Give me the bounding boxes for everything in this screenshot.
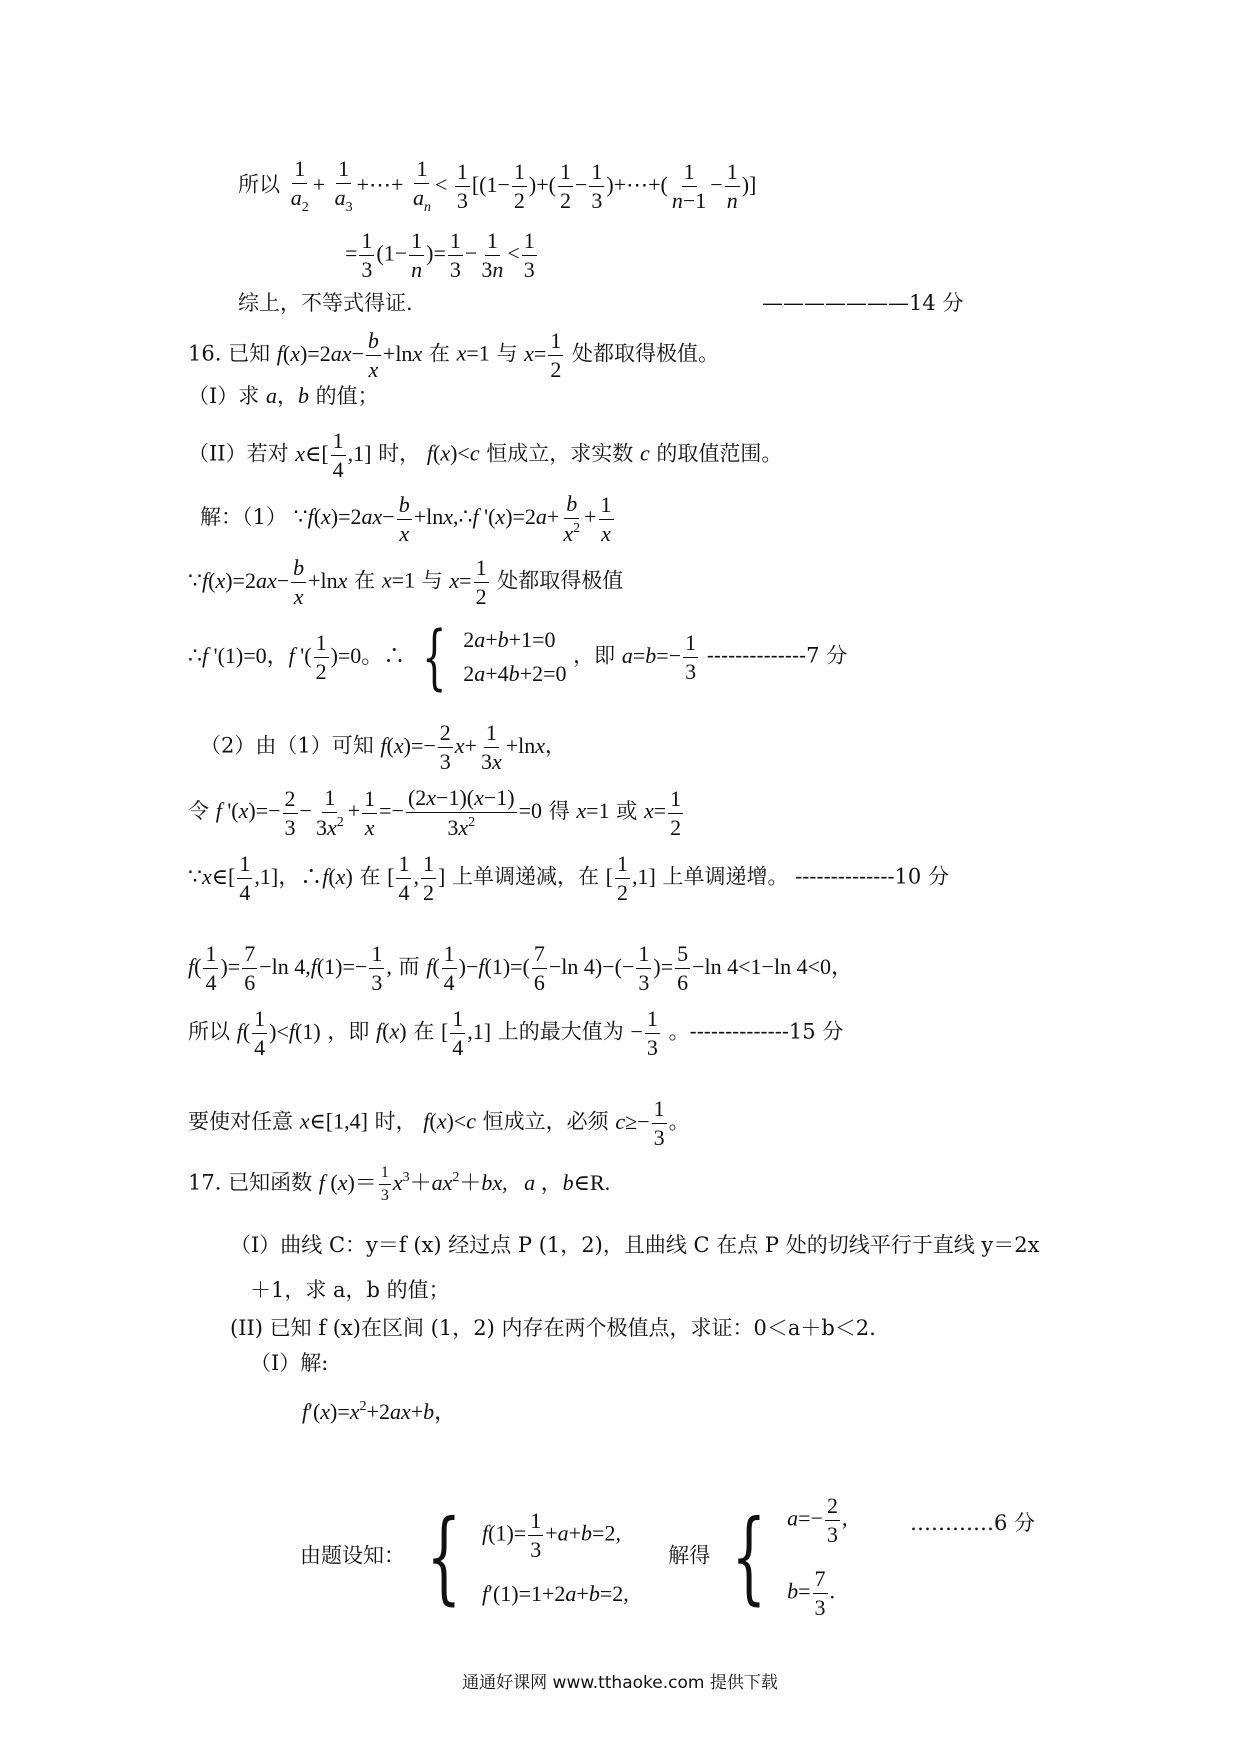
sol2-label: （2）由（1）可知 — [200, 733, 374, 758]
q16-part2-tail: 的取值范围。 — [656, 441, 783, 466]
sol2f-fx: f(x)<c — [423, 1108, 476, 1134]
eq-1: =1 — [466, 340, 490, 366]
sol2e-so: 所以 — [188, 1019, 230, 1044]
sol1-label: 解：（1） — [200, 505, 287, 530]
sol2-func: f(x)=− $\frac{2}{3}$ x+ $\frac{1}{3x}$ +lnx — [380, 720, 546, 774]
sol2d-values: f( $\frac{1}{4}$ )= $\frac{7}{6}$ −ln 4,f(1)=− $\frac{1}{3}$ , — [188, 941, 392, 995]
sol2c-int1: [ $\frac{1}{4}$ , $\frac{1}{2}$ ] — [387, 851, 446, 905]
sol2-line: （2）由（1）可知 f(x)=− $\frac{2}{3}$ x+ $\frac{1}{3x}$ +lnx， — [200, 720, 567, 774]
sol2c-dec: 上单调递减，在 — [451, 864, 599, 889]
sol1c-line — [188, 616, 848, 698]
sol2e-namely: ，即 — [327, 1019, 370, 1044]
sol2f-domain: x∈[1,4] — [299, 1108, 368, 1134]
q16-part1-tail: 的值； — [315, 384, 379, 408]
text-always: 恒成立，求实数 — [486, 441, 634, 466]
sol2d-and: 而 — [398, 954, 420, 979]
brace-left-icon: { — [422, 616, 447, 698]
q16-statement — [188, 330, 719, 381]
sol2b-get: 得 — [548, 799, 570, 824]
q17-part1b — [250, 1280, 450, 1301]
sol1c-tail: ，即 — [573, 643, 616, 668]
sol1c-system: 2a+b+1=0 2a+4b+2=0 — [463, 627, 567, 686]
sol1b-tail: 处都取得极值 — [497, 568, 624, 593]
x-eq-half: x= $\frac{1}{2}$ — [524, 328, 562, 382]
sol2e-val: − $\frac{1}{3}$ — [630, 1006, 658, 1060]
brace-left-icon: { — [426, 1498, 461, 1615]
sol2f-line: 要使对任意 x∈[1,4] 时， f(x)<c 恒成立，必须 c≥− $\frac{1}{3}$ 。 — [188, 1096, 690, 1150]
sol1b-x1: x=1 — [381, 567, 415, 593]
interval-quarter-1: x∈[ $\frac{1}{4}$ ,1] — [295, 428, 372, 482]
sol2b-x1: x=1 — [576, 798, 610, 824]
sol2b-label: 令 — [188, 799, 209, 824]
sol2e-int: [ $\frac{1}{4}$ ,1] — [440, 1006, 492, 1060]
q17-statement — [188, 1165, 610, 1204]
sol2b-line — [188, 787, 685, 839]
var-a: a — [265, 383, 277, 408]
sol1b-line — [188, 557, 623, 608]
q16-part1: （I）求 a，b 的值； — [188, 383, 379, 408]
sol2b-xhalf: x= $\frac{1}{2}$ — [643, 785, 682, 840]
sol2b-or: 或 — [616, 799, 638, 824]
score-14 — [762, 293, 963, 314]
q17-part1-text: （I）曲线 C：y＝f (x) 经过点 P (1，2)，且曲线 C 在点 P 处的切线平行于直线 y＝2x — [230, 1233, 1040, 1257]
text-conclusion: 综上，不等式得证. — [238, 291, 413, 315]
sol2f-cond: c≥− $\frac{1}{3}$ — [615, 1096, 665, 1150]
score-7: --------------7 分 — [706, 643, 848, 668]
sol2e-ineq: f( $\frac{1}{4}$ )<f(1) — [236, 1006, 321, 1060]
brace-left-icon: { — [731, 1498, 767, 1615]
q17-answer: a=− $\frac{2}{3}$ , b= $\frac{7}{3}$ . — [787, 1493, 848, 1620]
sol1-derivative: ∵f(x)=2ax− $\frac{b}{x}$ +lnx,∴f '(x)=2a+ $\frac{b}{x^2}$ + $\frac{1}{x}$ — [293, 491, 612, 546]
q16-part2 — [188, 430, 782, 481]
var-c: c — [639, 440, 650, 466]
q17-part1b-text: ＋1，求 a，b 的值； — [250, 1278, 450, 1302]
score-15: 。--------------15 分 — [668, 1019, 844, 1044]
text-at: 在 — [428, 341, 450, 366]
sol1c-conditions: ∴f '(1)=0，f '( $\frac{1}{2}$ )=0。∴ — [188, 629, 406, 684]
fx-lt-c: f(x)<c — [426, 440, 480, 466]
x-eq-1: x — [456, 340, 467, 366]
sol2b-derivative: f '(x)=− $\frac{2}{3}$ − $\frac{1}{3x^2}$ + $\frac{1}{x}$ =− $\frac{(2x-1)(x-1)}{3x^2}$ =0 — [215, 785, 543, 840]
sol2f-must: 恒成立，必须 — [482, 1109, 609, 1134]
text-when: 时， — [378, 441, 421, 466]
score-10: --------------10 分 — [795, 864, 949, 889]
conclusion-line — [238, 293, 413, 314]
sum-inequality-line — [238, 158, 756, 215]
text-extreme: 处都取得极值。 — [572, 341, 720, 366]
sol1-line — [200, 493, 616, 545]
score-14-text: ———————14 分 — [762, 291, 964, 315]
q17-part2 — [230, 1318, 876, 1339]
q17-solve: 解得 — [668, 1543, 711, 1568]
sum-result-line: = $\frac{1}{3}$ (1− $\frac{1}{n}$ )= $\frac{1}{3}$ − $\frac{1}{3n}$ < $\frac{1}{3}$ — [345, 228, 535, 282]
sol2c-inc: 上单调递增。 — [662, 864, 789, 889]
q17-derivative: $f'(x)=x^2+2ax+b$， — [302, 1399, 457, 1424]
q16-label: 16. 已知 — [188, 341, 271, 366]
var-b: b — [297, 383, 309, 408]
sol2f-any: 要使对任意 — [188, 1109, 293, 1134]
text-and: 与 — [496, 341, 518, 366]
sol1b-xhalf: x= $\frac{1}{2}$ — [449, 555, 487, 609]
sol2f-when: 时， — [374, 1109, 417, 1134]
sol1b-at: 在 — [354, 568, 376, 593]
score-6 — [910, 1513, 1035, 1534]
text-so: 所以 — [238, 172, 280, 197]
q17-label: 17. 已知函数 — [188, 1170, 313, 1195]
q17-part2-text: (II) 已知 f (x)在区间 (1，2) 内存在两个极值点，求证：0＜a＋b＜2. — [230, 1316, 876, 1340]
sol2d-compare: f( $\frac{1}{4}$ )−f(1)=( $\frac{7}{6}$ −ln 4)−(− $\frac{1}{3}$ )= $\frac{5}{6}$ −ln 4<1−ln 4<0， — [426, 941, 853, 995]
sol2e-max: 上的最大值为 — [497, 1019, 624, 1044]
q17-func: f (x)＝ $\frac{1}{3}$ $x^3+ax^2+bx$, a ，b∈R. — [318, 1164, 611, 1204]
q17-system: f(1)= $\frac{1}{3}$ +a+b=2, f′(1)=1+2a+b=2, — [482, 1507, 629, 1606]
q17-sol-label — [250, 1353, 328, 1374]
formula-sum: $\frac{1}{a_2}$ + $\frac{1}{a_3}$ +⋯+ $\frac{1}{a_n}$ < $\frac{1}{3}$ [(1− $\frac{1}{2}$ )+( $\frac{1}{2}$ − $\frac{1}{3}$ )+⋯+( $\frac{1}{n-1}$ − $\frac{1}{n}$ )] — [290, 156, 757, 215]
sol2e-fx: f(x) — [376, 1018, 407, 1044]
sol2e-line — [188, 1008, 843, 1059]
q17-sol-label-text: （I）解: — [250, 1351, 329, 1375]
sol2c-int2: [ $\frac{1}{2}$ ,1] — [605, 851, 656, 905]
sol2c-at: 在 — [359, 864, 381, 889]
sol2c-domain: ∵x∈[ $\frac{1}{4}$ ,1]，∴f(x) — [188, 851, 353, 905]
sol1c-result: a=b=− $\frac{1}{3}$ — [621, 629, 697, 684]
q16-part2-label: （II）若对 — [188, 441, 289, 466]
score-6-text: …………6 分 — [910, 1511, 1036, 1535]
sol2e-at: 在 — [413, 1019, 435, 1044]
sol1b-func: ∵f(x)=2ax− $\frac{b}{x}$ +lnx — [188, 555, 348, 609]
q16-part1-label: （I）求 — [188, 384, 260, 408]
q17-system-line — [300, 1495, 847, 1619]
q17-part1 — [230, 1235, 1039, 1256]
q17-given: 由题设知： — [300, 1543, 405, 1568]
q16-func: f(x)=2ax− $\frac{b}{x}$ +lnx — [276, 328, 423, 382]
footer: 通通好课网 www.tthaoke.com 提供下载 — [462, 1673, 778, 1693]
sol2c-line — [188, 853, 949, 904]
sol2d-line — [188, 943, 853, 994]
sol1b-and: 与 — [421, 568, 443, 593]
